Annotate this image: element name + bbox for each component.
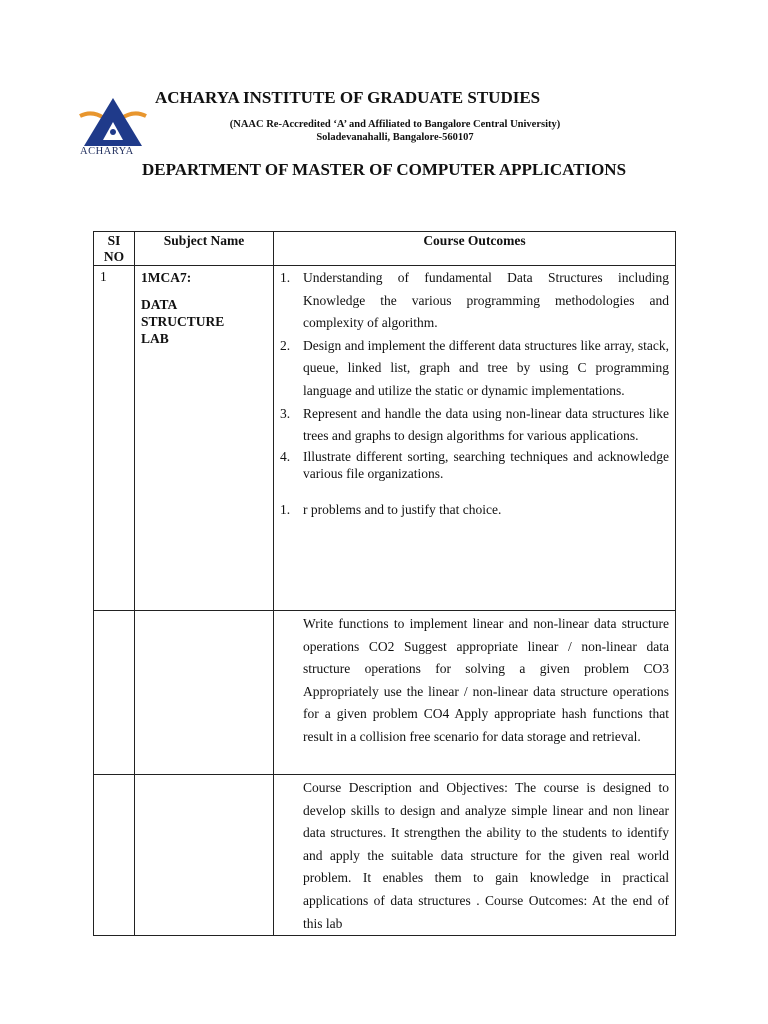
list-item bbox=[274, 448, 669, 482]
item-number: 1. bbox=[280, 270, 291, 285]
item-number: 1. bbox=[280, 501, 291, 517]
outcomes-paragraph: Write functions to implement linear and non-linear data structure operations CO2 Suggest appropriate linear / non-linear data structure operations for solving a given problem CO3 Appropriately use the linear / non-linear data structure operations for a given problem CO4 Apply appropriate hash functions that result in a collision free scenario for data storage and retrieval. bbox=[303, 616, 669, 744]
list-item bbox=[274, 267, 669, 335]
subject-name-line: DATA bbox=[141, 297, 178, 312]
header-outcomes: Course Outcomes bbox=[274, 232, 676, 266]
table-row bbox=[94, 611, 676, 775]
item-number: 2. bbox=[280, 337, 291, 353]
item-text: Represent and handle the data using non-linear data structures like trees and graphs to design algorithms for various applications. bbox=[303, 405, 669, 444]
list-item bbox=[274, 501, 669, 518]
course-description-paragraph: Course Description and Objectives: The course is designed to develop skills to design and analyze simple linear and non linear data structures. It strengthen the ability to the students to identify and apply the suitable data structure for the given real world problem. It enables them to gain knowledge in practical applications of data structures . Course Outcomes: At the end of this lab bbox=[303, 780, 669, 931]
course-outcomes-table bbox=[93, 231, 676, 936]
header-sino-line1: SI bbox=[107, 233, 121, 248]
subject-name-line: STRUCTURE bbox=[141, 314, 225, 329]
department-title: DEPARTMENT OF MASTER OF COMPUTER APPLICATIONS bbox=[141, 160, 627, 179]
row-sino bbox=[94, 611, 135, 775]
logo-wordmark: ACHARYA bbox=[80, 146, 134, 157]
row-subject bbox=[135, 775, 274, 936]
outcomes-list bbox=[274, 267, 675, 518]
table-row bbox=[94, 266, 676, 611]
table-row bbox=[94, 775, 676, 936]
header-subject: Subject Name bbox=[135, 232, 274, 266]
row-outcomes bbox=[274, 266, 676, 611]
item-text: Illustrate different sorting, searching techniques and acknowledge various file organizations. bbox=[303, 448, 669, 481]
item-text: Understanding of fundamental Data Structures including Knowledge the various programming methodologies and complexity of algorithm. bbox=[303, 270, 669, 331]
list-item bbox=[274, 403, 669, 448]
institute-subtitle bbox=[150, 118, 640, 144]
subject-code: 1MCA7: bbox=[141, 270, 192, 285]
item-number: 4. bbox=[280, 448, 291, 464]
row-sino bbox=[94, 775, 135, 936]
subject-name-line: LAB bbox=[141, 331, 169, 346]
list-item bbox=[274, 335, 669, 403]
item-text: r problems and to justify that choice. bbox=[303, 501, 502, 517]
institute-title: ACHARYA INSTITUTE OF GRADUATE STUDIES bbox=[155, 88, 541, 107]
row-subject bbox=[135, 266, 274, 611]
row-sino: 1 bbox=[94, 266, 135, 611]
item-number: 3. bbox=[280, 405, 291, 421]
header-sino-line2: NO bbox=[103, 249, 125, 264]
row-outcomes bbox=[274, 775, 676, 936]
address-line: Soladevanahalli, Bangalore-560107 bbox=[316, 132, 474, 143]
row-outcomes bbox=[274, 611, 676, 775]
table-header-row bbox=[94, 232, 676, 266]
header-sino bbox=[94, 232, 135, 266]
accreditation-line: (NAAC Re-Accredited ‘A’ and Affiliated to Bangalore Central University) bbox=[229, 119, 561, 130]
item-text: Design and implement the different data structures like array, stack, queue, linked list, graph and tree by using C programming language and utilize the static or dynamic implementations. bbox=[303, 337, 669, 398]
row-subject bbox=[135, 611, 274, 775]
